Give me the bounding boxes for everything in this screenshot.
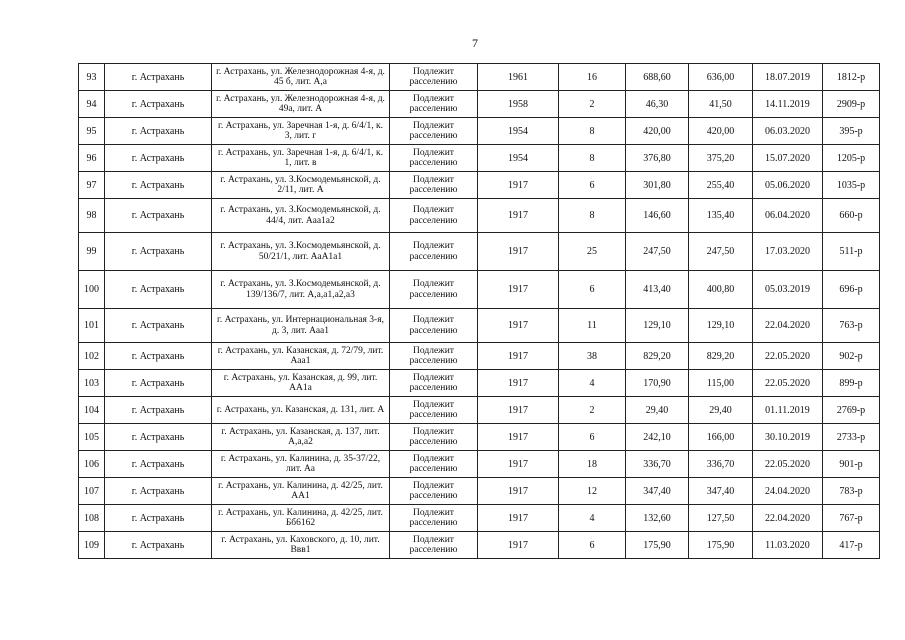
address-cell: г. Астрахань, ул. Железнодорожная 4-я, д. 49а, лит. А	[212, 91, 390, 118]
table-row	[79, 424, 880, 451]
row-number-cell: 105	[79, 424, 105, 451]
city-cell: г. Астрахань	[105, 505, 212, 532]
table-row	[79, 64, 880, 91]
decision-date-cell: 15.07.2020	[753, 145, 823, 172]
decision-number-cell: 660-р	[823, 199, 880, 233]
row-number-cell: 104	[79, 397, 105, 424]
table-row	[79, 271, 880, 309]
living-area-cell: 115,00	[689, 370, 753, 397]
city-cell: г. Астрахань	[105, 397, 212, 424]
status-cell: Подлежит расселению	[390, 199, 478, 233]
decision-date-cell: 22.04.2020	[753, 505, 823, 532]
status-cell: Подлежит расселению	[390, 91, 478, 118]
decision-number-cell: 2909-р	[823, 91, 880, 118]
total-area-cell: 29,40	[626, 397, 689, 424]
living-area-cell: 636,00	[689, 64, 753, 91]
living-area-cell: 255,40	[689, 172, 753, 199]
year-built-cell: 1917	[478, 199, 559, 233]
address-cell: г. Астрахань, ул. Заречная 1-я, д. 6/4/1, к. 1, лит. в	[212, 145, 390, 172]
city-cell: г. Астрахань	[105, 145, 212, 172]
table-row	[79, 309, 880, 343]
residents-count-cell: 2	[559, 91, 626, 118]
city-cell: г. Астрахань	[105, 343, 212, 370]
city-cell: г. Астрахань	[105, 233, 212, 271]
address-cell: г. Астрахань, ул. Заречная 1-я, д. 6/4/1, к. 3, лит. г	[212, 118, 390, 145]
residents-count-cell: 8	[559, 145, 626, 172]
decision-date-cell: 22.05.2020	[753, 343, 823, 370]
living-area-cell: 29,40	[689, 397, 753, 424]
status-cell: Подлежит расселению	[390, 451, 478, 478]
row-number-cell: 107	[79, 478, 105, 505]
status-cell: Подлежит расселению	[390, 118, 478, 145]
decision-number-cell: 696-р	[823, 271, 880, 309]
decision-date-cell: 18.07.2019	[753, 64, 823, 91]
total-area-cell: 829,20	[626, 343, 689, 370]
status-cell: Подлежит расселению	[390, 424, 478, 451]
status-cell: Подлежит расселению	[390, 145, 478, 172]
address-cell: г. Астрахань, ул. З.Космодемьянской, д. 44/4, лит. Ааа1а2	[212, 199, 390, 233]
year-built-cell: 1917	[478, 233, 559, 271]
year-built-cell: 1917	[478, 172, 559, 199]
row-number-cell: 96	[79, 145, 105, 172]
table-row	[79, 91, 880, 118]
living-area-cell: 375,20	[689, 145, 753, 172]
residents-count-cell: 25	[559, 233, 626, 271]
living-area-cell: 829,20	[689, 343, 753, 370]
total-area-cell: 129,10	[626, 309, 689, 343]
residents-count-cell: 4	[559, 505, 626, 532]
year-built-cell: 1954	[478, 118, 559, 145]
decision-date-cell: 01.11.2019	[753, 397, 823, 424]
living-area-cell: 336,70	[689, 451, 753, 478]
decision-number-cell: 1812-р	[823, 64, 880, 91]
row-number-cell: 93	[79, 64, 105, 91]
year-built-cell: 1917	[478, 271, 559, 309]
residents-count-cell: 18	[559, 451, 626, 478]
decision-number-cell: 767-р	[823, 505, 880, 532]
residents-count-cell: 6	[559, 172, 626, 199]
decision-number-cell: 1205-р	[823, 145, 880, 172]
address-cell: г. Астрахань, ул. Калинина, д. 35-37/22, лит. Аа	[212, 451, 390, 478]
row-number-cell: 103	[79, 370, 105, 397]
table-row	[79, 145, 880, 172]
decision-number-cell: 511-р	[823, 233, 880, 271]
living-area-cell: 127,50	[689, 505, 753, 532]
city-cell: г. Астрахань	[105, 478, 212, 505]
city-cell: г. Астрахань	[105, 271, 212, 309]
total-area-cell: 170,90	[626, 370, 689, 397]
decision-date-cell: 22.05.2020	[753, 451, 823, 478]
row-number-cell: 108	[79, 505, 105, 532]
table-row	[79, 118, 880, 145]
address-cell: г. Астрахань, ул. Железнодорожная 4-я, д. 45 б, лит. А,а	[212, 64, 390, 91]
city-cell: г. Астрахань	[105, 309, 212, 343]
address-cell: г. Астрахань, ул. Казанская, д. 137, лит. А,а,а2	[212, 424, 390, 451]
decision-date-cell: 14.11.2019	[753, 91, 823, 118]
decision-number-cell: 902-р	[823, 343, 880, 370]
decision-date-cell: 22.04.2020	[753, 309, 823, 343]
residents-count-cell: 16	[559, 64, 626, 91]
status-cell: Подлежит расселению	[390, 397, 478, 424]
address-cell: г. Астрахань, ул. З.Космодемьянской, д. 139/136/7, лит. А,а,а1,а2,а3	[212, 271, 390, 309]
status-cell: Подлежит расселению	[390, 478, 478, 505]
table-row	[79, 199, 880, 233]
city-cell: г. Астрахань	[105, 118, 212, 145]
total-area-cell: 242,10	[626, 424, 689, 451]
year-built-cell: 1917	[478, 370, 559, 397]
total-area-cell: 247,50	[626, 233, 689, 271]
address-cell: г. Астрахань, ул. Каховского, д. 10, лит. Ввв1	[212, 532, 390, 559]
table-row	[79, 478, 880, 505]
decision-date-cell: 17.03.2020	[753, 233, 823, 271]
year-built-cell: 1917	[478, 451, 559, 478]
decision-date-cell: 11.03.2020	[753, 532, 823, 559]
row-number-cell: 100	[79, 271, 105, 309]
living-area-cell: 400,80	[689, 271, 753, 309]
status-cell: Подлежит расселению	[390, 309, 478, 343]
total-area-cell: 413,40	[626, 271, 689, 309]
decision-date-cell: 06.03.2020	[753, 118, 823, 145]
residents-count-cell: 6	[559, 271, 626, 309]
table-row	[79, 233, 880, 271]
address-cell: г. Астрахань, ул. Казанская, д. 99, лит. АА1а	[212, 370, 390, 397]
address-cell: г. Астрахань, ул. З.Космодемьянской, д. 50/21/1, лит. АаА1а1	[212, 233, 390, 271]
total-area-cell: 301,80	[626, 172, 689, 199]
address-cell: г. Астрахань, ул. З.Космодемьянской, д. 2/11, лит. А	[212, 172, 390, 199]
housing-table	[78, 63, 880, 559]
year-built-cell: 1917	[478, 397, 559, 424]
decision-date-cell: 24.04.2020	[753, 478, 823, 505]
decision-number-cell: 899-р	[823, 370, 880, 397]
table-body	[79, 64, 880, 559]
living-area-cell: 247,50	[689, 233, 753, 271]
total-area-cell: 376,80	[626, 145, 689, 172]
residents-count-cell: 6	[559, 424, 626, 451]
row-number-cell: 106	[79, 451, 105, 478]
residents-count-cell: 11	[559, 309, 626, 343]
status-cell: Подлежит расселению	[390, 370, 478, 397]
decision-number-cell: 417-р	[823, 532, 880, 559]
living-area-cell: 129,10	[689, 309, 753, 343]
city-cell: г. Астрахань	[105, 199, 212, 233]
decision-number-cell: 763-р	[823, 309, 880, 343]
status-cell: Подлежит расселению	[390, 532, 478, 559]
year-built-cell: 1917	[478, 343, 559, 370]
table-row	[79, 532, 880, 559]
decision-date-cell: 30.10.2019	[753, 424, 823, 451]
year-built-cell: 1917	[478, 424, 559, 451]
decision-date-cell: 05.03.2019	[753, 271, 823, 309]
decision-number-cell: 1035-р	[823, 172, 880, 199]
address-cell: г. Астрахань, ул. Казанская, д. 72/79, лит. Ааа1	[212, 343, 390, 370]
decision-date-cell: 22.05.2020	[753, 370, 823, 397]
residents-count-cell: 4	[559, 370, 626, 397]
year-built-cell: 1954	[478, 145, 559, 172]
address-cell: г. Астрахань, ул. Калинина, д. 42/25, лит. АА1	[212, 478, 390, 505]
decision-date-cell: 06.04.2020	[753, 199, 823, 233]
city-cell: г. Астрахань	[105, 64, 212, 91]
living-area-cell: 420,00	[689, 118, 753, 145]
living-area-cell: 347,40	[689, 478, 753, 505]
city-cell: г. Астрахань	[105, 172, 212, 199]
living-area-cell: 175,90	[689, 532, 753, 559]
living-area-cell: 135,40	[689, 199, 753, 233]
status-cell: Подлежит расселению	[390, 64, 478, 91]
total-area-cell: 347,40	[626, 478, 689, 505]
address-cell: г. Астрахань, ул. Интернациональная 3-я, д. 3, лит. Ааа1	[212, 309, 390, 343]
total-area-cell: 420,00	[626, 118, 689, 145]
total-area-cell: 175,90	[626, 532, 689, 559]
total-area-cell: 336,70	[626, 451, 689, 478]
total-area-cell: 132,60	[626, 505, 689, 532]
city-cell: г. Астрахань	[105, 424, 212, 451]
status-cell: Подлежит расселению	[390, 233, 478, 271]
residents-count-cell: 2	[559, 397, 626, 424]
year-built-cell: 1961	[478, 64, 559, 91]
table-row	[79, 343, 880, 370]
row-number-cell: 101	[79, 309, 105, 343]
year-built-cell: 1917	[478, 309, 559, 343]
table-row	[79, 451, 880, 478]
table-row	[79, 370, 880, 397]
row-number-cell: 99	[79, 233, 105, 271]
status-cell: Подлежит расселению	[390, 343, 478, 370]
year-built-cell: 1958	[478, 91, 559, 118]
decision-number-cell: 901-р	[823, 451, 880, 478]
decision-number-cell: 2769-р	[823, 397, 880, 424]
residents-count-cell: 38	[559, 343, 626, 370]
row-number-cell: 94	[79, 91, 105, 118]
total-area-cell: 688,60	[626, 64, 689, 91]
living-area-cell: 41,50	[689, 91, 753, 118]
table-row	[79, 172, 880, 199]
total-area-cell: 46,30	[626, 91, 689, 118]
row-number-cell: 97	[79, 172, 105, 199]
row-number-cell: 109	[79, 532, 105, 559]
row-number-cell: 98	[79, 199, 105, 233]
city-cell: г. Астрахань	[105, 532, 212, 559]
year-built-cell: 1917	[478, 478, 559, 505]
status-cell: Подлежит расселению	[390, 271, 478, 309]
status-cell: Подлежит расселению	[390, 172, 478, 199]
city-cell: г. Астрахань	[105, 370, 212, 397]
row-number-cell: 95	[79, 118, 105, 145]
decision-number-cell: 2733-р	[823, 424, 880, 451]
address-cell: г. Астрахань, ул. Казанская, д. 131, лит. А	[212, 397, 390, 424]
decision-number-cell: 783-р	[823, 478, 880, 505]
living-area-cell: 166,00	[689, 424, 753, 451]
year-built-cell: 1917	[478, 532, 559, 559]
year-built-cell: 1917	[478, 505, 559, 532]
page-number: 7	[472, 36, 478, 50]
residents-count-cell: 6	[559, 532, 626, 559]
table-row	[79, 397, 880, 424]
table-row	[79, 505, 880, 532]
city-cell: г. Астрахань	[105, 91, 212, 118]
city-cell: г. Астрахань	[105, 451, 212, 478]
total-area-cell: 146,60	[626, 199, 689, 233]
residents-count-cell: 12	[559, 478, 626, 505]
decision-date-cell: 05.06.2020	[753, 172, 823, 199]
residents-count-cell: 8	[559, 118, 626, 145]
residents-count-cell: 8	[559, 199, 626, 233]
status-cell: Подлежит расселению	[390, 505, 478, 532]
address-cell: г. Астрахань, ул. Калинина, д. 42/25, лит. Бб6162	[212, 505, 390, 532]
row-number-cell: 102	[79, 343, 105, 370]
decision-number-cell: 395-р	[823, 118, 880, 145]
